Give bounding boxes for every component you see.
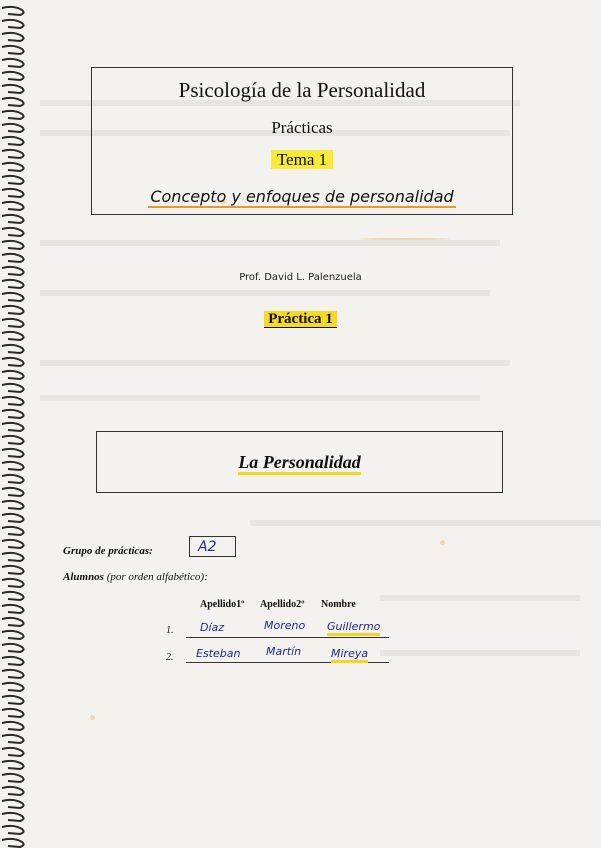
spiral-coil — [2, 59, 24, 67]
spiral-coil — [2, 644, 24, 652]
spiral-coil — [2, 462, 24, 470]
topic-label — [92, 150, 512, 170]
spiral-coil — [2, 735, 24, 743]
practice-highlight: Práctica 1 — [264, 311, 337, 328]
student-row-number: 2. — [166, 652, 174, 663]
spiral-coil — [2, 605, 24, 613]
spiral-coil — [2, 800, 24, 808]
spiral-coil — [2, 7, 24, 15]
spiral-coil — [2, 189, 24, 197]
spiral-coil — [2, 33, 24, 41]
spiral-coil — [2, 774, 24, 782]
spiral-coil — [2, 150, 24, 158]
group-value: A2 — [198, 539, 217, 555]
student-2-apellido1[interactable]: Esteban — [196, 647, 241, 660]
student-2-apellido2[interactable]: Martín — [266, 645, 302, 658]
spiral-coil — [2, 293, 24, 301]
topic-subtitle — [92, 187, 512, 206]
section-title: Prácticas — [271, 118, 333, 137]
paper-stain — [90, 715, 95, 720]
spiral-coil — [2, 722, 24, 730]
spiral-coil — [2, 85, 24, 93]
spiral-coil — [2, 397, 24, 405]
spiral-coil — [2, 371, 24, 379]
spiral-coil — [2, 761, 24, 769]
spiral-coil — [2, 592, 24, 600]
group-field[interactable] — [189, 536, 236, 557]
title-box — [91, 67, 513, 215]
spiral-coil — [2, 423, 24, 431]
bleed-through-line — [40, 240, 500, 246]
group-label: Grupo de prácticas: — [63, 545, 153, 557]
spiral-coil — [2, 449, 24, 457]
bleed-through-line — [380, 595, 580, 601]
spiral-coil — [2, 124, 24, 132]
spiral-coil — [2, 163, 24, 171]
spiral-coil — [2, 137, 24, 145]
spiral-coil — [2, 657, 24, 665]
bleed-through-line — [40, 360, 510, 366]
spiral-coil — [2, 566, 24, 574]
professor-name: Prof. David L. Palenzuela — [239, 272, 362, 283]
spiral-coil — [2, 410, 24, 418]
spiral-coil — [2, 787, 24, 795]
practice-label — [0, 311, 601, 328]
student-2-nombre[interactable]: Mireya — [331, 647, 368, 663]
spiral-coil — [2, 709, 24, 717]
spiral-coil — [2, 631, 24, 639]
spiral-coil — [2, 826, 24, 834]
bleed-through-line — [250, 520, 601, 526]
spiral-coil — [2, 345, 24, 353]
spiral-coil — [2, 241, 24, 249]
spiral-coil — [2, 748, 24, 756]
spiral-coil — [2, 254, 24, 262]
spiral-coil — [2, 215, 24, 223]
spiral-coil — [2, 98, 24, 106]
practice-title-box — [96, 431, 503, 493]
spiral-coil — [2, 176, 24, 184]
spiral-coil — [2, 514, 24, 522]
spiral-coil — [2, 111, 24, 119]
topic-subtitle-text: Concepto y enfoques de personalidad — [150, 187, 454, 206]
spiral-coil — [2, 553, 24, 561]
spiral-coil — [2, 228, 24, 236]
students-label — [63, 571, 208, 583]
paper-stain — [360, 238, 450, 240]
practice-title-text: La Personalidad — [238, 452, 361, 475]
spiral-coil — [2, 839, 24, 847]
students-label-note: (por orden alfabético): — [106, 571, 208, 583]
spiral-coil — [2, 72, 24, 80]
paper-stain — [440, 540, 445, 545]
spiral-binding-icon — [0, 0, 30, 848]
spiral-coil — [2, 618, 24, 626]
student-1-nombre[interactable]: Guillermo — [327, 620, 380, 636]
spiral-coil — [2, 202, 24, 210]
spiral-coil — [2, 683, 24, 691]
practice-title — [97, 452, 502, 473]
topic-highlight: Tema 1 — [271, 150, 333, 169]
spiral-coil — [2, 20, 24, 28]
spiral-coil — [2, 540, 24, 548]
spiral-coil — [2, 46, 24, 54]
spiral-coil — [2, 358, 24, 366]
bleed-through-line — [380, 650, 580, 656]
spiral-coil — [2, 813, 24, 821]
spiral-coil — [2, 332, 24, 340]
spiral-coil — [2, 670, 24, 678]
spiral-coil — [2, 527, 24, 535]
student-1-apellido2[interactable]: Moreno — [264, 619, 306, 632]
spiral-coil — [2, 696, 24, 704]
column-header-apellido1: Apellido1º — [200, 599, 245, 610]
spiral-coil — [2, 475, 24, 483]
student-row-line — [186, 637, 389, 638]
bleed-through-line — [40, 395, 480, 401]
column-header-nombre: Nombre — [321, 599, 356, 610]
spiral-coil — [2, 579, 24, 587]
bleed-through-line — [40, 290, 490, 296]
course-title: Psicología de la Personalidad — [178, 78, 426, 102]
student-1-apellido1[interactable]: Díaz — [200, 621, 225, 634]
spiral-coil — [2, 436, 24, 444]
spiral-coil — [2, 488, 24, 496]
students-label-text: Alumnos — [63, 571, 104, 583]
student-row-number: 1. — [166, 625, 174, 636]
column-header-apellido2: Apellido2º — [260, 599, 305, 610]
spiral-coil — [2, 384, 24, 392]
spiral-coil — [2, 501, 24, 509]
